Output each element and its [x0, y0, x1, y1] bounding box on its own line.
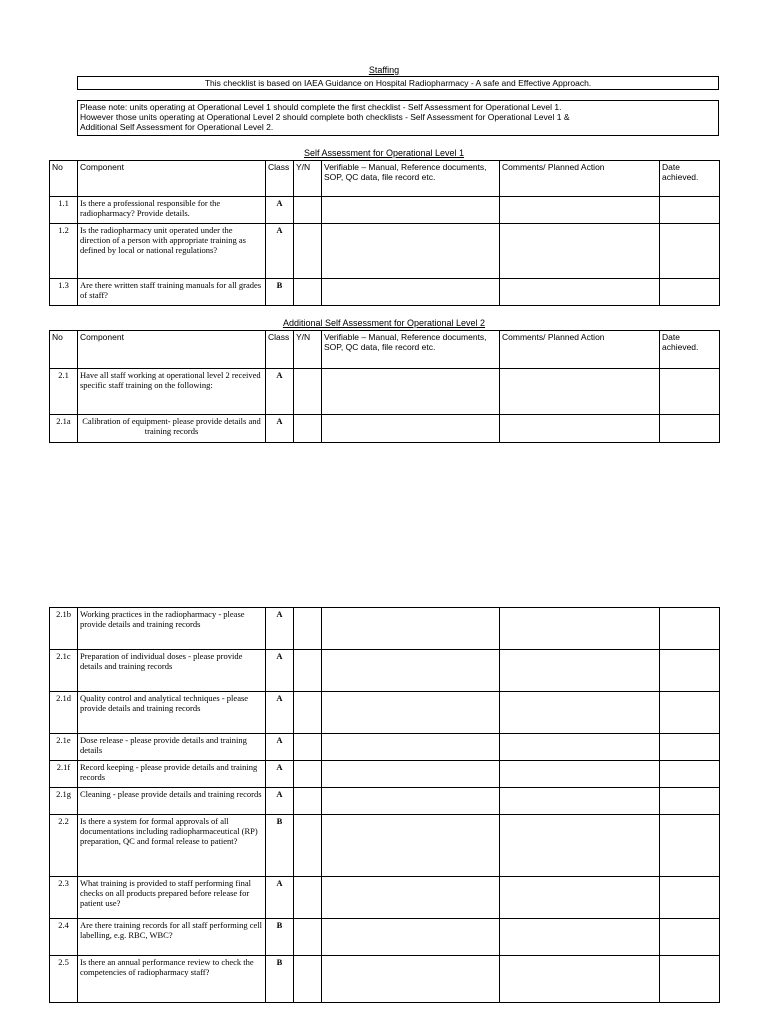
row-comments[interactable] [500, 761, 660, 788]
row-yn[interactable] [294, 279, 322, 306]
row-class: A [266, 734, 294, 761]
row-verifiable[interactable] [322, 877, 500, 919]
col-component: Component [78, 331, 266, 369]
table-row [50, 761, 720, 788]
row-component: Is the radiopharmacy unit operated under the direction of a person with appropriate training as defined by local or national regulations? [78, 224, 266, 279]
section1-title: Self Assessment for Operational Level 1 [303, 148, 465, 158]
table-row [50, 415, 720, 443]
row-date[interactable] [660, 734, 720, 761]
col-no: No [50, 161, 78, 197]
row-class: A [266, 877, 294, 919]
row-component: Is there an annual performance review to check the competencies of radiopharmacy staff? [78, 956, 266, 1003]
row-yn[interactable] [294, 877, 322, 919]
row-verifiable[interactable] [322, 956, 500, 1003]
row-comments[interactable] [500, 224, 660, 279]
row-verifiable[interactable] [322, 279, 500, 306]
row-yn[interactable] [294, 919, 322, 956]
row-component: Dose release - please provide details and training details [78, 734, 266, 761]
row-date[interactable] [660, 650, 720, 692]
row-yn[interactable] [294, 956, 322, 1003]
row-verifiable[interactable] [322, 369, 500, 415]
note-line: Additional Self Assessment for Operational Level 2. [80, 122, 274, 132]
row-verifiable[interactable] [322, 919, 500, 956]
table-row [50, 815, 720, 877]
row-component: Working practices in the radiopharmacy - please provide details and training records [78, 608, 266, 650]
row-date[interactable] [660, 279, 720, 306]
row-component: Quality control and analytical techniques - please provide details and training records [78, 692, 266, 734]
note-line: However those units operating at Operational Level 2 should complete both checklists - Self Assessment for Operational Level 1 & [80, 112, 570, 122]
row-date[interactable] [660, 224, 720, 279]
table-row [50, 369, 720, 415]
table-row [50, 279, 720, 306]
table-row [50, 877, 720, 919]
row-no: 2.3 [50, 877, 78, 919]
row-component: Have all staff working at operational level 2 received specific staff training on the following: [78, 369, 266, 415]
row-date[interactable] [660, 369, 720, 415]
header-row [50, 161, 720, 197]
row-class: B [266, 815, 294, 877]
row-date[interactable] [660, 761, 720, 788]
row-comments[interactable] [500, 919, 660, 956]
row-yn[interactable] [294, 197, 322, 224]
row-no: 1.1 [50, 197, 78, 224]
row-class: B [266, 919, 294, 956]
row-comments[interactable] [500, 415, 660, 443]
row-verifiable[interactable] [322, 692, 500, 734]
row-yn[interactable] [294, 415, 322, 443]
row-yn[interactable] [294, 692, 322, 734]
instructions-note [77, 100, 719, 136]
col-yn: Y/N [294, 331, 322, 369]
row-verifiable[interactable] [322, 788, 500, 815]
row-class: A [266, 224, 294, 279]
row-class: B [266, 279, 294, 306]
row-no: 1.2 [50, 224, 78, 279]
header-row [50, 331, 720, 369]
col-verifiable: Verifiable – Manual, Reference documents, SOP, QC data, file record etc. [322, 331, 500, 369]
col-yn: Y/N [294, 161, 322, 197]
row-no: 1.3 [50, 279, 78, 306]
row-verifiable[interactable] [322, 761, 500, 788]
row-no: 2.4 [50, 919, 78, 956]
row-verifiable[interactable] [322, 734, 500, 761]
row-component: Record keeping - please provide details and training records [78, 761, 266, 788]
row-no: 2.1d [50, 692, 78, 734]
row-comments[interactable] [500, 815, 660, 877]
basis-note: This checklist is based on IAEA Guidance on Hospital Radiopharmacy - A safe and Effective Approach. [77, 76, 719, 90]
col-verifiable: Verifiable – Manual, Reference documents, SOP, QC data, file record etc. [322, 161, 500, 197]
col-date: Date achieved. [660, 331, 720, 369]
col-comments: Comments/ Planned Action [500, 161, 660, 197]
row-no: 2.1b [50, 608, 78, 650]
row-yn[interactable] [294, 224, 322, 279]
row-verifiable[interactable] [322, 815, 500, 877]
row-date[interactable] [660, 956, 720, 1003]
row-class: A [266, 415, 294, 443]
row-no: 2.1a [50, 415, 78, 443]
table-row [50, 956, 720, 1003]
row-verifiable[interactable] [322, 415, 500, 443]
row-yn[interactable] [294, 369, 322, 415]
row-comments[interactable] [500, 369, 660, 415]
table-row [50, 224, 720, 279]
row-verifiable[interactable] [322, 224, 500, 279]
row-class: A [266, 608, 294, 650]
col-class: Class [266, 331, 294, 369]
row-date[interactable] [660, 815, 720, 877]
table-row [50, 608, 720, 650]
row-comments[interactable] [500, 608, 660, 650]
row-comments[interactable] [500, 692, 660, 734]
row-class: A [266, 197, 294, 224]
row-comments[interactable] [500, 956, 660, 1003]
row-component: Calibration of equipment- please provide details and training records [78, 415, 266, 443]
section2-title: Additional Self Assessment for Operational Level 2 [282, 318, 486, 328]
section2-continued-table [49, 607, 720, 1003]
row-no: 2.1f [50, 761, 78, 788]
row-date[interactable] [660, 608, 720, 650]
section1-table [49, 160, 720, 306]
section2-table [49, 330, 720, 443]
row-component: Are there written staff training manuals for all grades of staff? [78, 279, 266, 306]
row-yn[interactable] [294, 788, 322, 815]
row-yn[interactable] [294, 761, 322, 788]
row-component: Are there training records for all staff performing cell labelling, e.g. RBC, WBC? [78, 919, 266, 956]
row-verifiable[interactable] [322, 197, 500, 224]
table-row [50, 692, 720, 734]
row-yn[interactable] [294, 815, 322, 877]
row-component: Preparation of individual doses - please provide details and training records [78, 650, 266, 692]
row-date[interactable] [660, 692, 720, 734]
row-yn[interactable] [294, 650, 322, 692]
row-verifiable[interactable] [322, 608, 500, 650]
row-date[interactable] [660, 919, 720, 956]
row-class: A [266, 788, 294, 815]
table-row [50, 650, 720, 692]
row-comments[interactable] [500, 650, 660, 692]
row-verifiable[interactable] [322, 650, 500, 692]
row-date[interactable] [660, 415, 720, 443]
col-class: Class [266, 161, 294, 197]
row-comments[interactable] [500, 279, 660, 306]
table-row [50, 197, 720, 224]
row-class: B [266, 956, 294, 1003]
row-no: 2.5 [50, 956, 78, 1003]
col-date: Date achieved. [660, 161, 720, 197]
row-comments[interactable] [500, 788, 660, 815]
row-no: 2.1c [50, 650, 78, 692]
col-comments: Comments/ Planned Action [500, 331, 660, 369]
row-no: 2.1 [50, 369, 78, 415]
row-class: A [266, 692, 294, 734]
row-component: Is there a system for formal approvals of all documentations including radiopharmaceutical (RP) preparation, QC and formal release to patient? [78, 815, 266, 877]
row-component: Cleaning - please provide details and training records [78, 788, 266, 815]
row-component: What training is provided to staff performing final checks on all products prepared before release for patient use? [78, 877, 266, 919]
row-date[interactable] [660, 788, 720, 815]
page-title: Staffing [368, 65, 400, 75]
row-class: A [266, 369, 294, 415]
table-row [50, 734, 720, 761]
col-component: Component [78, 161, 266, 197]
table-row [50, 919, 720, 956]
row-no: 2.1e [50, 734, 78, 761]
row-comments[interactable] [500, 877, 660, 919]
row-no: 2.2 [50, 815, 78, 877]
row-date[interactable] [660, 877, 720, 919]
row-component: Is there a professional responsible for the radiopharmacy? Provide details. [78, 197, 266, 224]
row-yn[interactable] [294, 734, 322, 761]
row-class: A [266, 761, 294, 788]
table-row [50, 788, 720, 815]
note-line: Please note: units operating at Operational Level 1 should complete the first checklist - Self Assessment for Operational Level 1. [80, 102, 562, 112]
row-class: A [266, 650, 294, 692]
row-yn[interactable] [294, 608, 322, 650]
row-comments[interactable] [500, 734, 660, 761]
row-comments[interactable] [500, 197, 660, 224]
col-no: No [50, 331, 78, 369]
row-no: 2.1g [50, 788, 78, 815]
row-date[interactable] [660, 197, 720, 224]
